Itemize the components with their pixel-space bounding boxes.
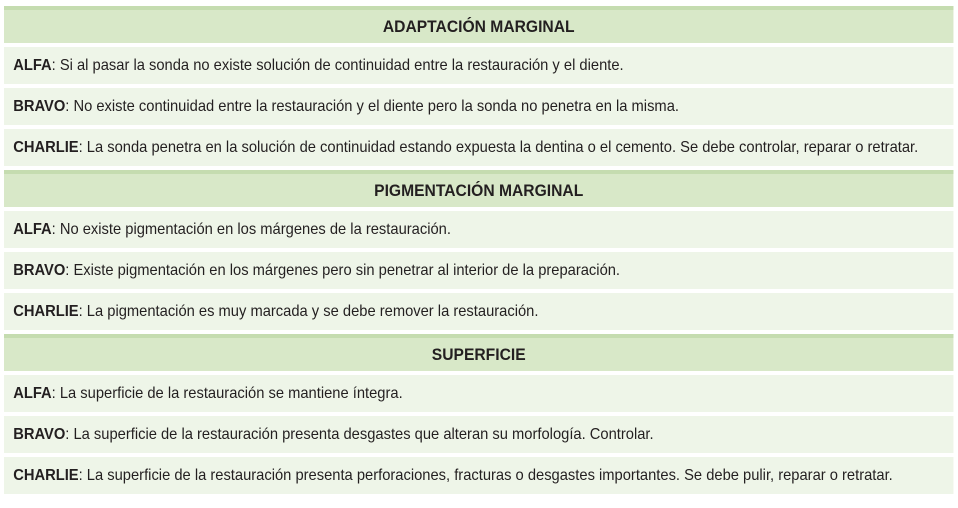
criterion-row [4,293,953,330]
criterion-text: : La pigmentación es muy marcada y se debe remover la restauración. [78,302,539,320]
criterion-text: : La superficie de la restauración presenta perforaciones, fracturas o desgastes importantes. Se debe pulir, reparar o retratar. [78,466,893,484]
section-title: SUPERFICIE [431,344,526,364]
criterion-text: : No existe pigmentación en los márgenes de la restauración. [51,220,451,238]
criterion-row [4,252,953,289]
section-header-adaptacion-marginal [4,6,953,43]
section-title: PIGMENTACIÓN MARGINAL [374,180,584,200]
criterion-text: : La sonda penetra en la solución de continuidad estando expuesta la dentina o el cemento. Se debe controlar, reparar o retratar. [78,138,919,156]
grade-label: BRAVO [13,261,66,279]
criterion-row [4,47,953,84]
criterion-row [4,416,953,453]
grade-label: CHARLIE [13,138,79,156]
grade-label: ALFA [13,220,52,238]
section-title: ADAPTACIÓN MARGINAL [382,16,575,36]
grade-label: CHARLIE [13,302,79,320]
criterion-row [4,375,953,412]
criterion-text: : La superficie de la restauración se mantiene íntegra. [51,384,403,402]
grade-label: ALFA [13,56,52,74]
criteria-table [4,6,953,498]
criterion-row [4,211,953,248]
criterion-text: : Si al pasar la sonda no existe solución de continuidad entre la restauración y el diente. [51,56,624,74]
criterion-text: : Existe pigmentación en los márgenes pero sin penetrar al interior de la preparación. [65,261,621,279]
grade-label: CHARLIE [13,466,79,484]
criterion-row [4,88,953,125]
criterion-text: : No existe continuidad entre la restauración y el diente pero la sonda no penetra en la misma. [65,97,679,115]
criterion-text: : La superficie de la restauración presenta desgastes que alteran su morfología. Controlar. [65,425,654,443]
grade-label: ALFA [13,384,52,402]
section-header-superficie [4,334,953,371]
section-header-pigmentacion-marginal [4,170,953,207]
criterion-row [4,457,953,494]
grade-label: BRAVO [13,425,66,443]
grade-label: BRAVO [13,97,66,115]
criterion-row [4,129,953,166]
